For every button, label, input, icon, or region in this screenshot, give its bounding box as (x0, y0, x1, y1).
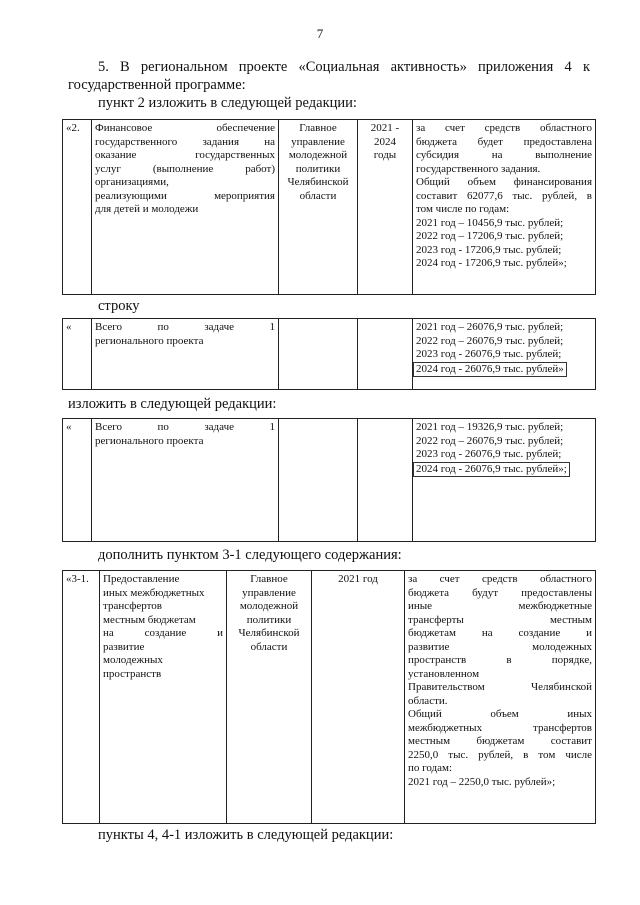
text-dopolnit: дополнить пунктом 3-1 следующего содержания: (98, 547, 402, 563)
text-punkty: пункты 4, 4-1 изложить в следующей редакции: (98, 827, 394, 843)
cell-line: 2022 год – 17206,9 тыс. рублей; (416, 230, 564, 242)
cell-line: 2021 год – 2250,0 тыс. рублей»; (408, 775, 556, 788)
table-item-2 (62, 119, 596, 295)
cell-line: управление (291, 135, 345, 148)
table3-executor-cell (279, 419, 358, 542)
cell-line: Общий объем иных (408, 708, 592, 720)
table4-executor-cell (227, 571, 312, 824)
cell-line: Финансовое обеспечение (95, 122, 275, 134)
cell-line: 2022 год – 26076,9 тыс. рублей; (416, 434, 564, 447)
cell-line: 2021 - (370, 122, 400, 134)
cell-line: Предоставление (103, 573, 180, 585)
cell-line: Всего по задаче 1 (95, 421, 275, 433)
cell-line: Главное (250, 573, 288, 585)
table2-executor-cell (279, 319, 358, 390)
cell-line: межбюджетных трансфертов (408, 721, 592, 734)
table3-description-cell (92, 419, 279, 542)
cell-line: пространств (103, 667, 162, 680)
table3-number-cell: « (63, 419, 92, 542)
cell-line: трансферты местным (408, 613, 592, 626)
cell-line: оказание государственных (95, 149, 275, 161)
cell-line: развитие молодежных (408, 640, 592, 653)
cell-line: за счет средств областного (416, 122, 592, 134)
cell-line: молодежной (288, 149, 348, 161)
cell-line: 2023 год - 26076,9 тыс. рублей; (416, 348, 562, 360)
boxed-line: 2024 год - 26076,9 тыс. рублей» (413, 362, 567, 378)
cell-line: 2021 год – 10456,9 тыс. рублей; (416, 216, 564, 229)
cell-line: государственного задания. (416, 162, 541, 175)
cell-line: Главное (299, 122, 337, 134)
cell-line: 2023 год - 26076,9 тыс. рублей; (416, 448, 562, 460)
table1-financing-cell (413, 120, 596, 295)
cell-line: государственного задания на (95, 135, 275, 148)
paragraph-5-line-1: 5. В региональном проекте «Социальная активность» приложения 4 к (98, 59, 590, 75)
cell-line: организациями, (95, 176, 169, 188)
table1-period-cell (358, 120, 413, 295)
cell-line: иных межбюджетных (103, 586, 205, 599)
cell-line: управление (242, 586, 296, 599)
cell-line: том числе по годам: (416, 203, 510, 215)
table-total-old (62, 318, 596, 390)
cell-line: услуг (выполнение работ) (95, 162, 275, 175)
cell-line: 2024 год - 17206,9 тыс. рублей»; (416, 257, 567, 269)
table3-period-cell (358, 419, 413, 542)
cell-line: годы (373, 149, 397, 161)
paragraph-5-line-3: пункт 2 изложить в следующей редакции: (98, 95, 357, 111)
cell-line: пространств в порядке, (408, 654, 592, 666)
cell-line: местным бюджетам (103, 613, 196, 626)
table2-description-cell (92, 319, 279, 390)
table3-financing-cell (413, 419, 596, 542)
table1-description-cell (92, 120, 279, 295)
cell-line: трансфертов (103, 600, 162, 612)
cell-line: 2021 год (338, 573, 378, 585)
cell-line: Челябинской (238, 627, 300, 639)
cell-line: установленном (408, 667, 480, 680)
cell-line: Правительством Челябинской (408, 681, 592, 693)
cell-line: Всего по задаче 1 (95, 321, 275, 333)
cell-line: молодежных (103, 654, 163, 666)
page-number: 7 (316, 26, 324, 41)
cell-line: Общий объем финансирования (416, 176, 592, 188)
cell-line: регионального проекта (95, 334, 204, 347)
paragraph-5-line-2: государственной программе: (68, 77, 246, 93)
cell-line: за счет средств областного (408, 573, 592, 585)
cell-line: для детей и молодежи (95, 203, 199, 215)
cell-line: субсидия на выполнение (416, 149, 592, 161)
cell-line: области (299, 189, 337, 202)
cell-line: 2023 год - 17206,9 тыс. рублей; (416, 243, 562, 256)
cell-line: Челябинской (287, 176, 349, 188)
table1-number-cell: «2. (63, 120, 92, 295)
cell-line: бюджетам на создание и (408, 627, 592, 639)
cell-line: области (250, 640, 288, 653)
cell-line: на создание и (103, 627, 223, 639)
table2-number-cell: « (63, 319, 92, 390)
cell-line: 2024 (374, 135, 396, 148)
text-izlozhit: изложить в следующей редакции: (68, 396, 277, 412)
cell-line: иные межбюджетные (408, 600, 592, 612)
cell-line (416, 362, 592, 378)
cell-line: развитие (103, 640, 145, 653)
cell-line: 2021 год – 26076,9 тыс. рублей; (416, 321, 564, 333)
cell-line: молодежной (239, 600, 299, 612)
cell-line: составит 62077,6 тыс. рублей, в (416, 189, 592, 202)
cell-line: 2022 год – 26076,9 тыс. рублей; (416, 334, 564, 347)
table1-executor-cell (279, 120, 358, 295)
cell-line (416, 462, 592, 478)
cell-line: реализующими мероприятия (95, 189, 275, 202)
table2-period-cell (358, 319, 413, 390)
text-stroku: строку (98, 298, 140, 314)
table4-number-cell: «3-1. (63, 571, 100, 824)
cell-line: бюджета будет предоставлена (416, 135, 592, 148)
cell-line: 2021 год – 19326,9 тыс. рублей; (416, 421, 564, 433)
table4-period-cell (312, 571, 405, 824)
table4-financing-cell (405, 571, 596, 824)
cell-line: области. (408, 694, 448, 707)
cell-line: 2250,0 тыс. рублей, в том числе (408, 748, 592, 761)
cell-line: бюджета будут предоставлены (408, 586, 592, 599)
cell-line: регионального проекта (95, 434, 204, 447)
table-total-new (62, 418, 596, 542)
table2-financing-cell (413, 319, 596, 390)
cell-line: политики (295, 162, 341, 175)
table4-description-cell (100, 571, 227, 824)
cell-line: политики (246, 613, 292, 626)
table-item-3-1 (62, 570, 596, 824)
cell-line: по годам: (408, 762, 453, 774)
cell-line: местным бюджетам составит (408, 735, 592, 747)
boxed-line: 2024 год - 26076,9 тыс. рублей»; (413, 462, 570, 478)
